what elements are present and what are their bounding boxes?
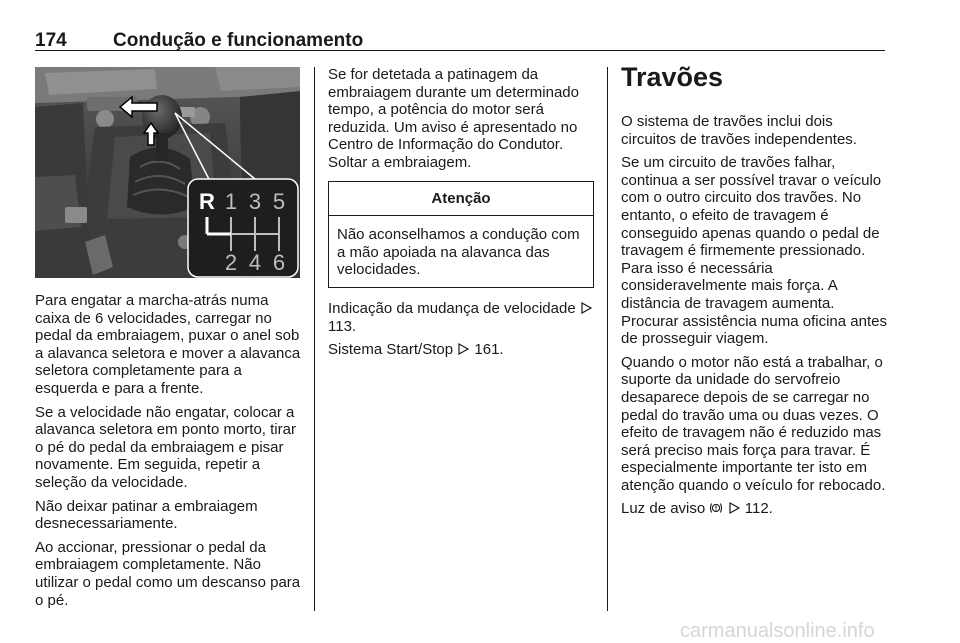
gear-label-r: R xyxy=(199,189,215,214)
paragraph: Ao accionar, pressionar o pedal da embraiagem completamente. Não utilizar o pedal como um descanso para o pé. xyxy=(35,538,301,609)
page-header xyxy=(35,30,363,52)
paragraph: Não deixar patinar a embraiagem desnecessariamente. xyxy=(35,497,258,533)
brake-warning-icon xyxy=(709,502,723,514)
reference-text: Sistema Start/Stop xyxy=(328,341,454,359)
cross-reference[interactable] xyxy=(621,500,889,518)
warning-box xyxy=(328,181,594,288)
gear-label-1: 1 xyxy=(224,189,238,214)
reference-text: Indicação da mudança de velocidade xyxy=(328,299,576,317)
page-reference-icon xyxy=(729,502,740,514)
reference-page: 112. xyxy=(744,500,773,518)
gear-label-2: 2 xyxy=(224,250,238,275)
column-3 xyxy=(621,113,889,524)
gear-lever-figure xyxy=(35,67,300,278)
warning-text: Não aconselhamos a condução com a mão apoiada na alavanca das velocidades. xyxy=(337,226,580,279)
reference-page: 113. xyxy=(328,317,357,335)
gear-label-6: 6 xyxy=(272,250,286,275)
gear-label-3: 3 xyxy=(248,189,262,214)
column-1 xyxy=(35,292,301,615)
paragraph: Para engatar a marcha-atrás numa caixa de 6 velocidades, carregar no pedal da embraiagem, puxar o anel sob a alavanca seletora e mover a alavanca seletora completamente para a esquerda e para a frente. xyxy=(35,292,301,397)
column-divider-2 xyxy=(607,67,608,611)
section-title: Travões xyxy=(621,62,724,92)
paragraph: Se for detetada a patinagem da embraiagem durante um determinado tempo, a potência do motor será reduzida. Um aviso é apresentado no Centro de Informação do Condutor. Soltar a embraiagem. xyxy=(328,66,579,171)
gear-label-5: 5 xyxy=(272,189,286,214)
paragraph: Se um circuito de travões falhar, continua a ser possível travar o veículo com o outro circuito dos travões. No entanto, o efeito de travagem é conseguido apenas quando o pedal de travagem é firmemente pressionado. Para isso é necessária consideravelmente mais força. A distância de travagem aumenta. Procurar assistência numa oficina antes de prosseguir viagem. xyxy=(621,154,887,348)
reference-page: 161. xyxy=(474,341,504,359)
paragraph: O sistema de travões inclui dois circuitos de travões independentes. xyxy=(621,113,857,148)
cross-reference[interactable] xyxy=(328,300,594,335)
chapter-title: Condução e funcionamento xyxy=(113,30,364,51)
watermark: carmanualsonline.info xyxy=(680,620,875,642)
page-reference-icon xyxy=(581,302,592,314)
cross-reference[interactable] xyxy=(328,341,594,359)
gear-label-4: 4 xyxy=(248,250,262,275)
page-number: 174 xyxy=(35,30,67,51)
reference-text: Luz de aviso xyxy=(621,500,706,518)
paragraph: Quando o motor não está a trabalhar, o suporte da unidade do servofreio desaparece depois de se carregar no pedal do travão uma ou duas vezes. O efeito de travagem não é reduzido mas será preciso mais força para travar. É especialmente importante ter isto em atenção quando o veículo for rebocado. xyxy=(621,353,886,494)
page-reference-icon xyxy=(458,343,469,355)
column-2 xyxy=(328,66,594,365)
column-divider-1 xyxy=(314,67,315,611)
warning-title: Atenção xyxy=(329,182,593,217)
paragraph: Se a velocidade não engatar, colocar a alavanca seletora em ponto morto, tirar o pé do pedal da embraiagem e pisar novamente. Em seguida, repetir a seleção da velocidade. xyxy=(35,403,296,491)
header-rule xyxy=(35,50,885,51)
